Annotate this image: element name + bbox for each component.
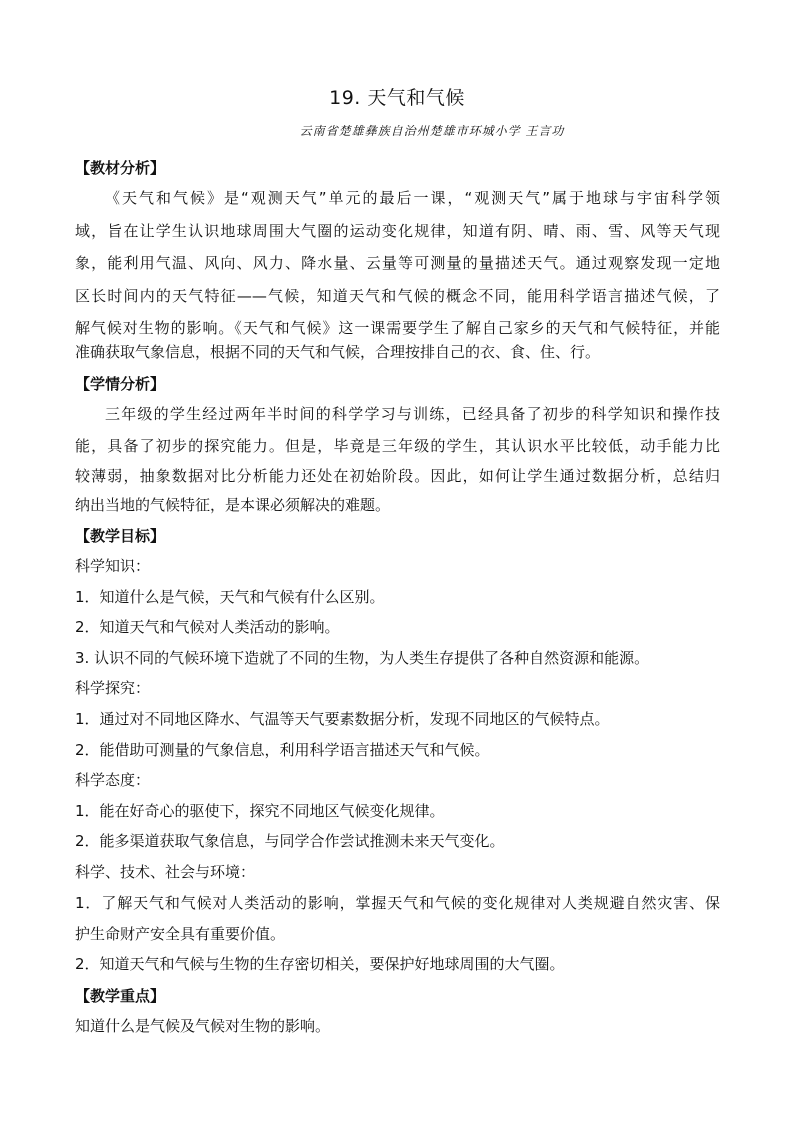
paragraph-line: 区长时间内的天气特征——气候，知道天气和气候的概念不同，能用科学语言描述气候，了 — [75, 287, 720, 305]
paragraph-line: 纳出当地的气候特征，是本课必须解决的难题。 — [75, 496, 391, 514]
subsection-label-inquiry: 科学探究： — [75, 679, 151, 697]
list-item: 2．能多渠道获取气象信息，与同学合作尝试推测未来天气变化。 — [75, 832, 505, 850]
paragraph-line: 能，具备了初步的探究能力。但是，毕竟是三年级的学生，其认识水平比较低，动手能力比 — [75, 437, 720, 455]
list-item: 2．能借助可测量的气象信息，利用科学语言描述天气和气候。 — [75, 741, 490, 759]
paragraph-line: 《天气和气候》是“观测天气”单元的最后一课，“观测天气”属于地球与宇宙科学领 — [105, 189, 720, 207]
paragraph-line: 准确获取气象信息，根据不同的天气和气候，合理按排自己的衣、食、住、行。 — [75, 343, 601, 361]
paragraph-line: 三年级的学生经过两年半时间的科学学习与训练，已经具备了初步的科学知识和操作技 — [105, 405, 720, 423]
list-item-continuation: 护生命财产安全具有重要价值。 — [75, 925, 286, 943]
section-heading-students: 【学情分析】 — [75, 375, 166, 393]
paragraph-line: 知道什么是气候及气候对生物的影响。 — [75, 1017, 331, 1035]
paragraph-line: 象，能利用气温、风向、风力、降水量、云量等可测量的量描述天气。通过观察发现一定地 — [75, 254, 720, 272]
subsection-label-attitude: 科学态度： — [75, 771, 151, 789]
list-item: 1．了解天气和气候对人类活动的影响，掌握天气和气候的变化规律对人类规避自然灾害、保 — [75, 894, 720, 912]
section-heading-key-points: 【教学重点】 — [75, 987, 166, 1005]
list-item: 1．能在好奇心的驱使下，探究不同地区气候变化规律。 — [75, 802, 445, 820]
subsection-label-knowledge: 科学知识： — [75, 557, 151, 575]
list-item: 1．知道什么是气候，天气和气候有什么区别。 — [75, 588, 385, 606]
author-line: 云南省楚雄彝族自治州楚雄市环城小学 王言功 — [299, 124, 565, 138]
paragraph-line: 解气候对生物的影响。《天气和气候》这一课需要学生了解自己家乡的天气和气候特征，并能 — [75, 319, 720, 337]
paragraph-line: 域，旨在让学生认识地球周围大气圈的运动变化规律，知道有阴、晴、雨、雪、风等天气现 — [75, 222, 720, 240]
section-heading-objectives: 【教学目标】 — [75, 527, 166, 545]
paragraph-line: 较薄弱，抽象数据对比分析能力还处在初始阶段。因此，如何让学生通过数据分析，总结归 — [75, 467, 720, 485]
list-item: 2．知道天气和气候与生物的生存密切相关，要保护好地球周围的大气圈。 — [75, 955, 565, 973]
page-title: 19. 天气和气候 — [329, 87, 465, 109]
section-heading-material: 【教材分析】 — [75, 159, 166, 177]
list-item: 2．知道天气和气候对人类活动的影响。 — [75, 618, 340, 636]
list-item: 3. 认识不同的气候环境下造就了不同的生物，为人类生存提供了各种自然资源和能源。 — [75, 649, 650, 667]
subsection-label-sts: 科学、技术、社会与环境： — [75, 863, 256, 881]
list-item: 1．通过对不同地区降水、气温等天气要素数据分析，发现不同地区的气候特点。 — [75, 710, 610, 728]
